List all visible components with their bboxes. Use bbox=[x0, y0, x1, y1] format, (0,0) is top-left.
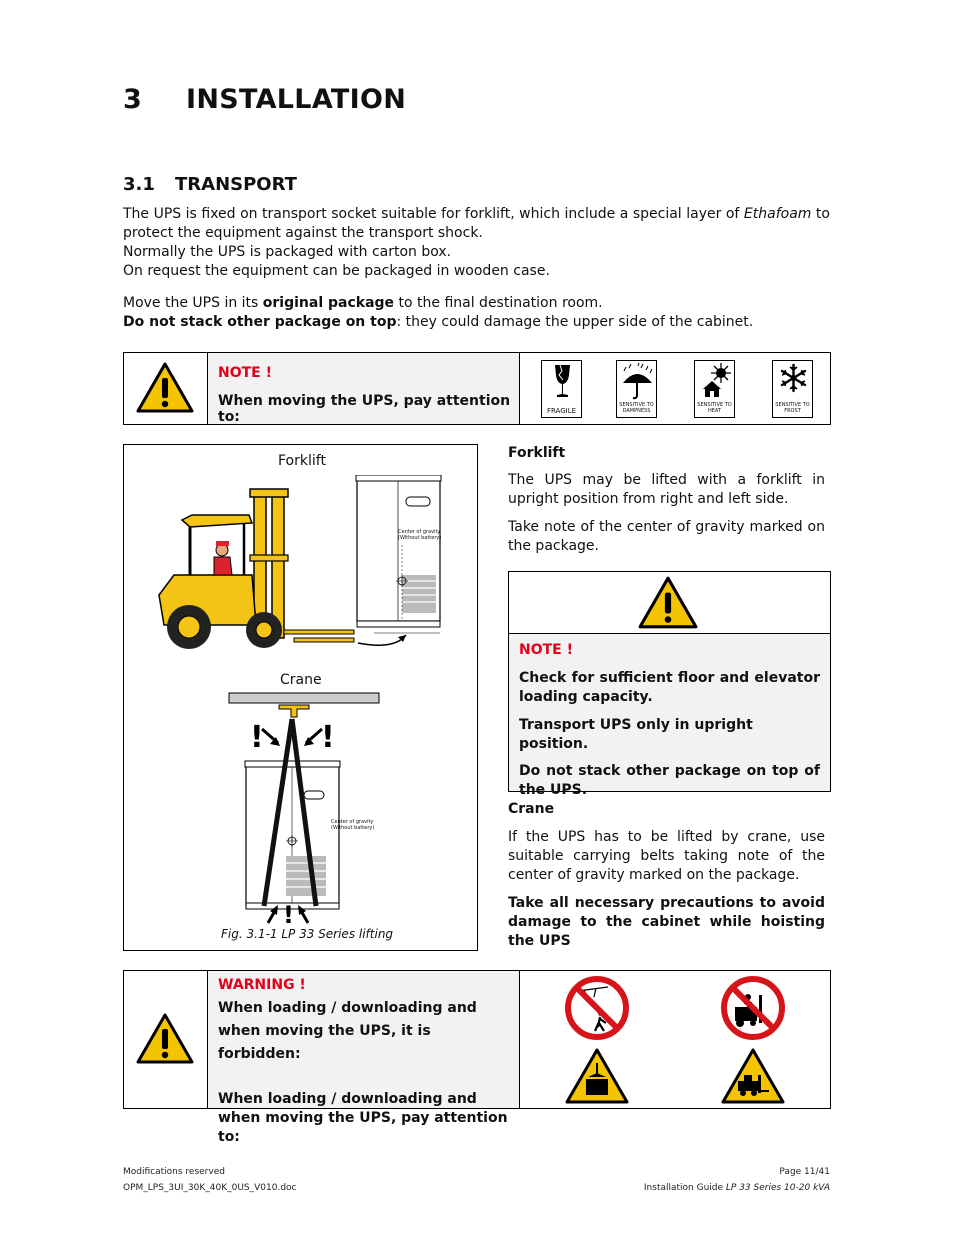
fragile-icon bbox=[542, 361, 583, 401]
note-text-cell bbox=[207, 353, 519, 424]
section-number: 3.1 bbox=[123, 174, 155, 195]
forklift-paragraph-2: Take note of the center of gravity marked on the package. bbox=[508, 519, 825, 554]
figure-caption: Fig. 3.1-1 LP 33 Series lifting bbox=[221, 927, 394, 941]
forklift-label: Forklift bbox=[278, 453, 326, 469]
forklift-paragraph-1: The UPS may be lifted with a forklift in upright position from right and left side. bbox=[508, 472, 825, 507]
move-text bbox=[123, 294, 830, 332]
note2-icon-row bbox=[509, 572, 830, 633]
forklift-illustration bbox=[144, 475, 474, 675]
footer-left-1: Modifications reserved bbox=[123, 1167, 225, 1177]
warning-title: WARNING ! bbox=[218, 977, 306, 993]
intro-paragraph-3: On request the equipment can be packaged in wooden case. bbox=[123, 263, 550, 279]
note-text: When moving the UPS, pay attention to: bbox=[218, 393, 511, 425]
note2-line-1: Check for sufficient floor and elevator loading capacity. bbox=[519, 670, 820, 705]
footer-left-2: OPM_LPS_3UI_30K_40K_0US_V010.doc bbox=[123, 1183, 297, 1193]
crane-heading: Crane bbox=[508, 801, 555, 817]
chapter-title: INSTALLATION bbox=[186, 84, 407, 115]
fragile-symbol: FRAGILE bbox=[541, 360, 582, 418]
crane-illustration bbox=[224, 691, 384, 931]
note2-text-cell bbox=[509, 633, 830, 798]
note-symbols-cell bbox=[519, 353, 830, 424]
chapter-heading bbox=[123, 84, 406, 115]
no-persons-on-load-icon bbox=[720, 975, 786, 1041]
intro-text bbox=[123, 205, 830, 281]
crane-label: Crane bbox=[280, 672, 322, 688]
suspended-load-warning-icon bbox=[564, 1047, 630, 1105]
warning-line-1: When loading / downloading and when moving the UPS, it is forbidden: bbox=[218, 1000, 477, 1062]
note-box bbox=[123, 352, 831, 425]
warning-icon-cell bbox=[124, 971, 207, 1108]
section-title: TRANSPORT bbox=[175, 174, 297, 195]
sun-icon bbox=[695, 361, 736, 405]
dampness-symbol: SENSITIVE TO DAMPNESS bbox=[616, 360, 657, 418]
frost-symbol: SENSITIVE TO FROST bbox=[772, 360, 813, 418]
note2-line-2: Transport UPS only in upright position. bbox=[519, 717, 753, 752]
warning-symbols-cell bbox=[519, 971, 830, 1108]
section-heading bbox=[123, 174, 297, 195]
heat-symbol: SENSITIVE TO HEAT bbox=[694, 360, 735, 418]
footer-page-number: Page 11/41 bbox=[779, 1167, 830, 1177]
intro-paragraph-2: Normally the UPS is packaged with carton box. bbox=[123, 244, 452, 260]
warning-box bbox=[123, 970, 831, 1145]
note-icon-cell bbox=[124, 353, 207, 424]
warning-line-2: When loading / downloading and when moving the UPS, pay attention to: bbox=[218, 1091, 508, 1145]
svg-text:!: ! bbox=[250, 720, 264, 755]
note2-title: NOTE ! bbox=[519, 642, 573, 658]
forklift-cog-label: Center of gravity (Without battery) bbox=[398, 529, 442, 541]
warning-triangle-icon bbox=[135, 1012, 195, 1066]
warning-triangle-icon bbox=[637, 575, 699, 631]
svg-text:!: ! bbox=[321, 720, 335, 755]
forklift-section bbox=[508, 444, 825, 556]
forklift-heading: Forklift bbox=[508, 445, 566, 461]
crane-section bbox=[508, 800, 825, 951]
warning-triangle-icon bbox=[135, 361, 195, 415]
note2-line-3: Do not stack other package on top of the UPS. bbox=[519, 763, 820, 798]
note-box-2 bbox=[508, 571, 831, 798]
crane-cog-label: Center of gravity (Without battery) bbox=[331, 819, 375, 831]
intro-paragraph-1: The UPS is fixed on transport socket suitable for forklift, which include a special layer of Ethafoam to protect the equipment against the transport shock. bbox=[123, 206, 830, 241]
lifting-figure bbox=[123, 444, 478, 951]
umbrella-icon bbox=[617, 361, 658, 405]
crane-paragraph-2: Take all necessary precautions to avoid damage to the cabinet while hoisting the UPS bbox=[508, 895, 825, 949]
snowflake-icon bbox=[773, 361, 814, 405]
stack-paragraph: Do not stack other package on top: they could damage the upper side of the cabinet. bbox=[123, 314, 754, 330]
warning-text-cell bbox=[207, 971, 519, 1145]
no-standing-under-load-icon bbox=[564, 975, 630, 1041]
chapter-number: 3 bbox=[123, 84, 143, 115]
note-title: NOTE ! bbox=[218, 365, 272, 381]
move-paragraph: Move the UPS in its original package to the final destination room. bbox=[123, 295, 603, 311]
svg-text:!: ! bbox=[283, 901, 294, 929]
footer-document-title: Installation Guide LP 33 Series 10-20 kVA bbox=[643, 1183, 830, 1193]
forklift-warning-icon bbox=[720, 1047, 786, 1105]
crane-paragraph-1: If the UPS has to be lifted by crane, use suitable carrying belts taking note of the center of gravity marked on the package. bbox=[508, 829, 825, 883]
